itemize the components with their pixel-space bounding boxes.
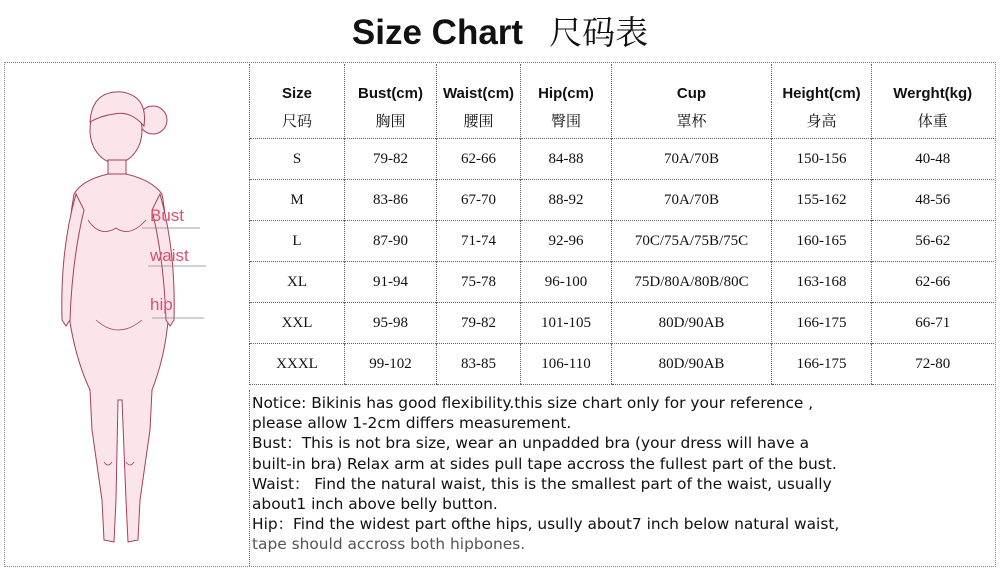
cell-size: XXXL xyxy=(250,344,345,385)
cell-weight: 48-56 xyxy=(872,180,994,221)
notes-line: built-in bra) Relax arm at sides pull tape accross the fullest part of the bust. xyxy=(252,454,837,473)
cell-hip: 96-100 xyxy=(521,262,612,303)
cell-waist: 67-70 xyxy=(437,180,521,221)
table-header-row xyxy=(250,64,994,102)
cell-cup: 70C/75A/75B/75C xyxy=(612,221,772,262)
cell-height: 155-162 xyxy=(772,180,872,221)
cell-waist: 62-66 xyxy=(437,139,521,180)
cell-size: S xyxy=(250,139,345,180)
table-row xyxy=(250,262,994,303)
cell-hip: 106-110 xyxy=(521,344,612,385)
cell-cup: 70A/70B xyxy=(612,180,772,221)
notes-line: Hip：Find the widest part ofthe hips, usully about7 inch below natural waist, xyxy=(252,515,840,534)
cell-weight: 62-66 xyxy=(872,262,994,303)
cell-cup: 80D/90AB xyxy=(612,303,772,344)
notes-line: Notice: Bikinis has good flexibility.this size chart only for your reference , xyxy=(252,394,814,412)
header-hip: Hip(cm) xyxy=(521,64,612,102)
page-title xyxy=(0,8,1000,58)
cell-height: 166-175 xyxy=(772,303,872,344)
header-cn-bust: 胸围 xyxy=(345,102,437,139)
cell-height: 163-168 xyxy=(772,262,872,303)
cell-size: XXL xyxy=(250,303,345,344)
cell-hip: 84-88 xyxy=(521,139,612,180)
table-row xyxy=(250,139,994,180)
header-bust: Bust(cm) xyxy=(345,64,437,102)
header-cn-waist: 腰围 xyxy=(437,102,521,139)
cell-waist: 79-82 xyxy=(437,303,521,344)
cell-bust: 91-94 xyxy=(345,262,437,303)
header-cn-hip: 臀围 xyxy=(521,102,612,139)
cell-bust: 83-86 xyxy=(345,180,437,221)
cell-bust: 87-90 xyxy=(345,221,437,262)
notes-line: about1 inch above belly button. xyxy=(252,495,498,514)
waist-label: waist xyxy=(150,246,189,265)
notes-section xyxy=(252,393,992,555)
cell-hip: 92-96 xyxy=(521,221,612,262)
title-english: Size Chart xyxy=(351,13,524,52)
notes-line: Bust：This is not bra size, wear an unpadded bra (your dress will have a xyxy=(252,434,810,453)
header-cn-weight: 体重 xyxy=(872,102,994,139)
cell-height: 150-156 xyxy=(772,139,872,180)
cell-height: 160-165 xyxy=(772,221,872,262)
notes-line: tape should accross both hipbones. xyxy=(252,535,526,554)
table-row xyxy=(250,344,994,385)
frame-divider-top xyxy=(4,62,996,63)
header-cn-cup: 罩杯 xyxy=(612,102,772,139)
cell-size: XL xyxy=(250,262,345,303)
frame-divider-bottom xyxy=(4,566,996,567)
notes-divider xyxy=(249,390,250,566)
cell-weight: 40-48 xyxy=(872,139,994,180)
frame-divider-right xyxy=(995,62,996,567)
cell-weight: 56-62 xyxy=(872,221,994,262)
size-table xyxy=(249,64,994,385)
cell-weight: 72-80 xyxy=(872,344,994,385)
cell-size: M xyxy=(250,180,345,221)
cell-cup: 70A/70B xyxy=(612,139,772,180)
cell-cup: 80D/90AB xyxy=(612,344,772,385)
cell-waist: 83-85 xyxy=(437,344,521,385)
header-cn-size: 尺码 xyxy=(250,102,345,139)
header-size: Size xyxy=(250,64,345,102)
body-figure-illustration xyxy=(30,70,245,565)
table-header-cn-row xyxy=(250,102,994,139)
header-cup: Cup xyxy=(612,64,772,102)
cell-cup: 75D/80A/80B/80C xyxy=(612,262,772,303)
cell-weight: 66-71 xyxy=(872,303,994,344)
cell-waist: 75-78 xyxy=(437,262,521,303)
table-row xyxy=(250,303,994,344)
frame-divider-left xyxy=(4,62,5,567)
header-height: Height(cm) xyxy=(772,64,872,102)
notes-line: please allow 1-2cm differs measurement. xyxy=(252,414,572,433)
cell-bust: 99-102 xyxy=(345,344,437,385)
title-chinese: 尺码表 xyxy=(549,13,649,52)
cell-height: 166-175 xyxy=(772,344,872,385)
cell-waist: 71-74 xyxy=(437,221,521,262)
cell-hip: 101-105 xyxy=(521,303,612,344)
header-waist: Waist(cm) xyxy=(437,64,521,102)
bust-label: Bust xyxy=(150,206,185,225)
cell-size: L xyxy=(250,221,345,262)
table-row xyxy=(250,180,994,221)
cell-bust: 79-82 xyxy=(345,139,437,180)
notes-line: Waist： Find the natural waist, this is the smallest part of the waist, usually xyxy=(252,474,832,493)
hip-label: hip xyxy=(150,295,173,314)
cell-bust: 95-98 xyxy=(345,303,437,344)
header-cn-height: 身高 xyxy=(772,102,872,139)
header-weight: Werght(kg) xyxy=(872,64,994,102)
cell-hip: 88-92 xyxy=(521,180,612,221)
table-row xyxy=(250,221,994,262)
